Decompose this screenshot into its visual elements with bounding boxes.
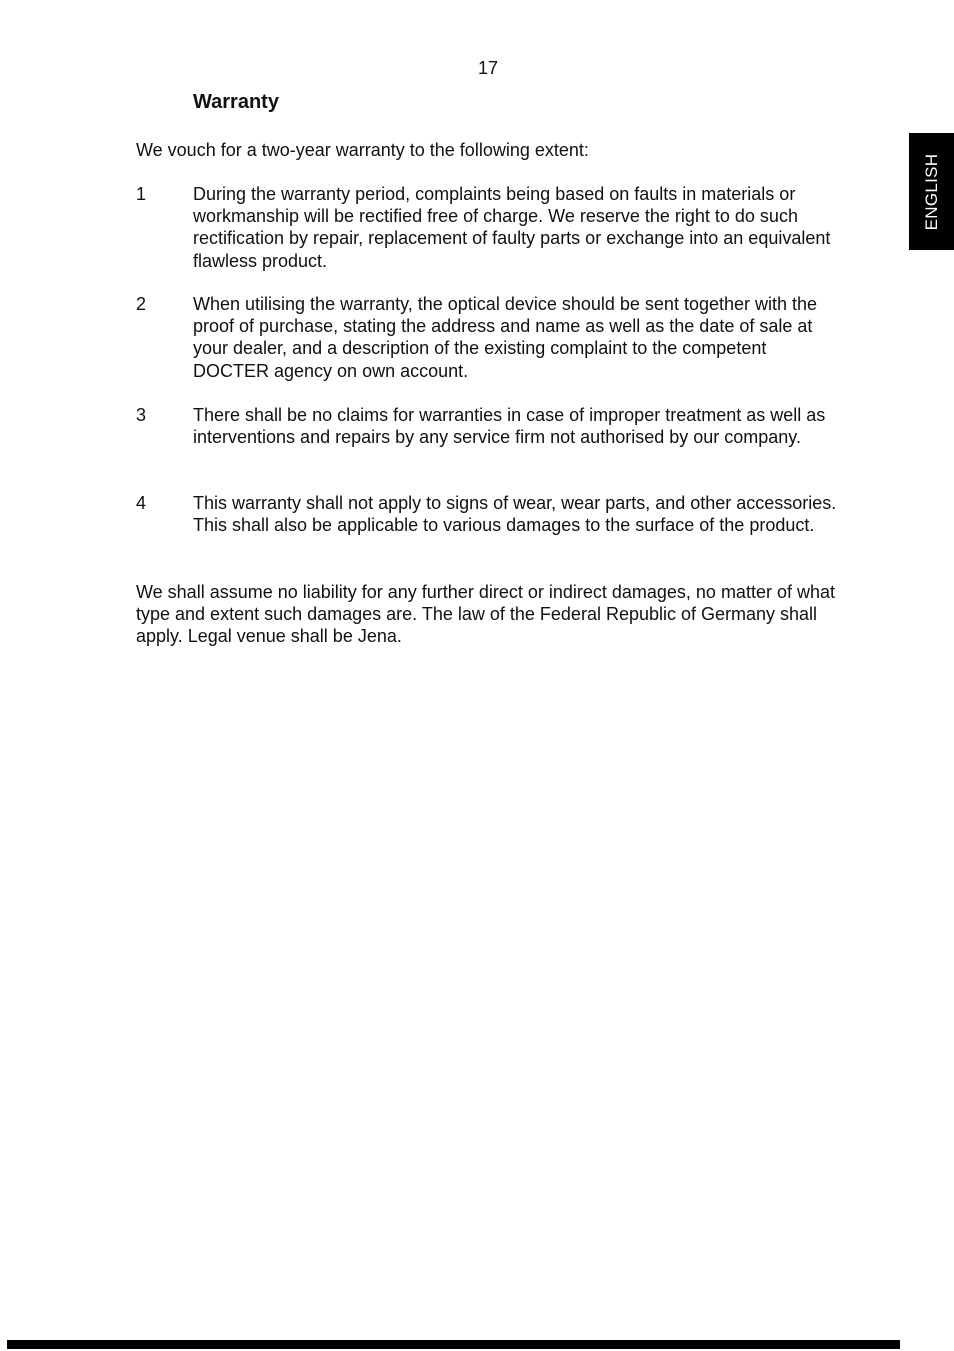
list-item-text: This warranty shall not apply to signs of wear, wear parts, and other accessories. This shall also be applicable to various damages to the surface of the product. (193, 493, 837, 536)
list-item-text: During the warranty period, complaints being based on faults in materials or workmanship will be rectified free of charge. We reserve the right to do such rectification by repair, replacement of faulty parts or exchange into an equivalent flawless product. (193, 184, 831, 271)
list-item-number: 4 (136, 493, 147, 513)
page-number: 17 (477, 58, 499, 78)
footer-bar (7, 1340, 900, 1349)
language-tab-label: ENGLISH (921, 153, 941, 230)
list-item-number: 3 (136, 405, 147, 425)
list-item-text: When utilising the warranty, the optical device should be sent together with the proof of purchase, stating the address and name as well as the date of sale at your dealer, and a description of the existing complaint to the competent DOCTER agency on own account. (193, 294, 818, 381)
page-title: Warranty (193, 91, 279, 113)
intro-paragraph: We vouch for a two-year warranty to the following extent: (136, 140, 589, 160)
list-item-text: There shall be no claims for warranties in case of improper treatment as well as interventions and repairs by any service firm not authorised by our company. (193, 405, 826, 448)
list-item-number: 1 (136, 184, 147, 204)
closing-paragraph: We shall assume no liability for any further direct or indirect damages, no matter of what type and extent such damages are. The law of the Federal Republic of Germany shall apply. Legal venue shall be Jena. (136, 582, 835, 647)
list-item-number: 2 (136, 294, 147, 314)
language-tab (909, 133, 954, 250)
